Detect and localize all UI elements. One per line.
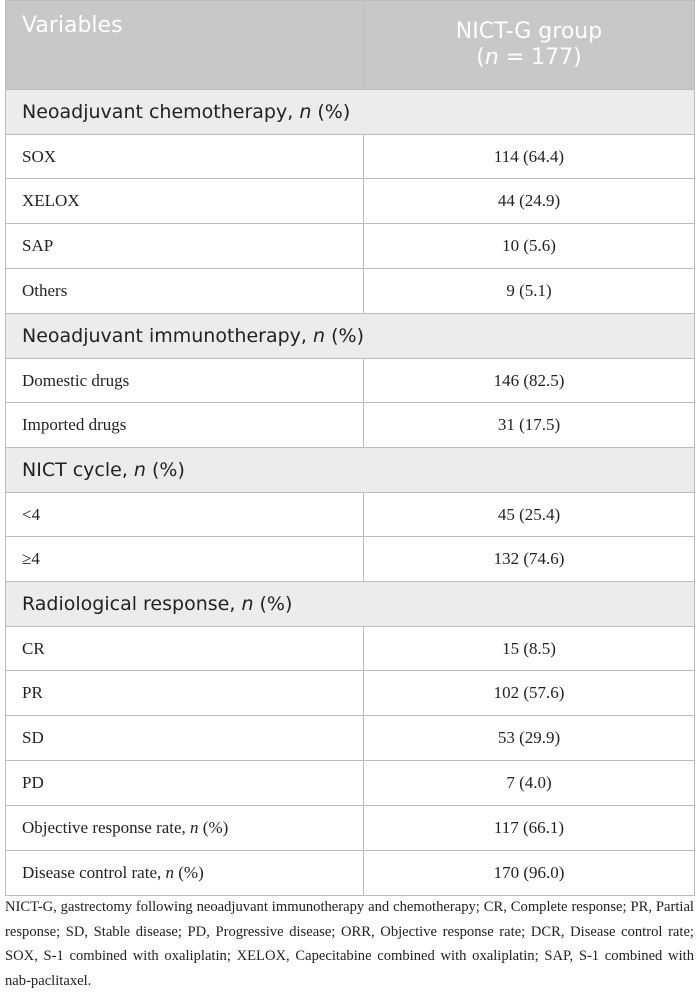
row-value: 117 (66.1) <box>364 806 695 851</box>
row-value: 146 (82.5) <box>364 359 695 403</box>
row-value: 102 (57.6) <box>364 671 695 716</box>
section-header-row <box>6 314 695 359</box>
row-value: 9 (5.1) <box>364 269 695 314</box>
header-group-count: (n = 177) <box>476 45 582 70</box>
table-row <box>6 269 695 314</box>
row-label: Objective response rate, n (%) <box>6 806 364 851</box>
row-value: 45 (25.4) <box>364 493 695 537</box>
row-value: 10 (5.6) <box>364 224 695 269</box>
header-group-name: NICT-G group <box>455 19 603 44</box>
section-header-row <box>6 90 695 135</box>
row-value: 170 (96.0) <box>364 851 695 896</box>
table-row <box>6 537 695 582</box>
row-label: Disease control rate, n (%) <box>6 851 364 896</box>
results-table <box>5 0 695 896</box>
table-row <box>6 224 695 269</box>
row-label: <4 <box>6 493 364 537</box>
table-row <box>6 671 695 716</box>
section-title: Radiological response, n (%) <box>6 582 695 627</box>
row-value: 132 (74.6) <box>364 537 695 582</box>
row-label: SOX <box>6 135 364 179</box>
table-row <box>6 403 695 448</box>
header-nictg-group <box>364 1 695 90</box>
table-row <box>6 806 695 851</box>
table-footnote: NICT-G, gastrectomy following neoadjuvant immunotherapy and chemotherapy; CR, Complete response; PR, Partial response; SD, Stable disease; PD, Progressive disease; ORR, Objective response rate; DCR, Disease control rate; SOX, S-1 combined with oxaliplatin; XELOX, Capecitabine combined with oxaliplatin; SAP, S-1 combined with nab-paclitaxel. <box>5 899 694 989</box>
section-title: NICT cycle, n (%) <box>6 448 695 493</box>
row-label: PR <box>6 671 364 716</box>
table-row <box>6 716 695 761</box>
table-row <box>6 135 695 179</box>
table-row <box>6 851 695 896</box>
table-body <box>6 90 695 896</box>
row-label: SAP <box>6 224 364 269</box>
row-value: 44 (24.9) <box>364 179 695 224</box>
table-row <box>6 493 695 537</box>
row-label: Domestic drugs <box>6 359 364 403</box>
row-label: PD <box>6 761 364 806</box>
row-value: 15 (8.5) <box>364 627 695 671</box>
header-variables: Variables <box>6 1 364 90</box>
row-label: ≥4 <box>6 537 364 582</box>
section-title: Neoadjuvant chemotherapy, n (%) <box>6 90 695 135</box>
section-title: Neoadjuvant immunotherapy, n (%) <box>6 314 695 359</box>
row-value: 31 (17.5) <box>364 403 695 448</box>
table-row <box>6 359 695 403</box>
section-header-row <box>6 582 695 627</box>
table-header-row <box>6 1 695 90</box>
table-row <box>6 761 695 806</box>
table-row <box>6 179 695 224</box>
row-label: Imported drugs <box>6 403 364 448</box>
section-header-row <box>6 448 695 493</box>
row-label: SD <box>6 716 364 761</box>
row-label: XELOX <box>6 179 364 224</box>
table-row <box>6 627 695 671</box>
row-value: 53 (29.9) <box>364 716 695 761</box>
row-label: CR <box>6 627 364 671</box>
row-value: 114 (64.4) <box>364 135 695 179</box>
row-value: 7 (4.0) <box>364 761 695 806</box>
row-label: Others <box>6 269 364 314</box>
